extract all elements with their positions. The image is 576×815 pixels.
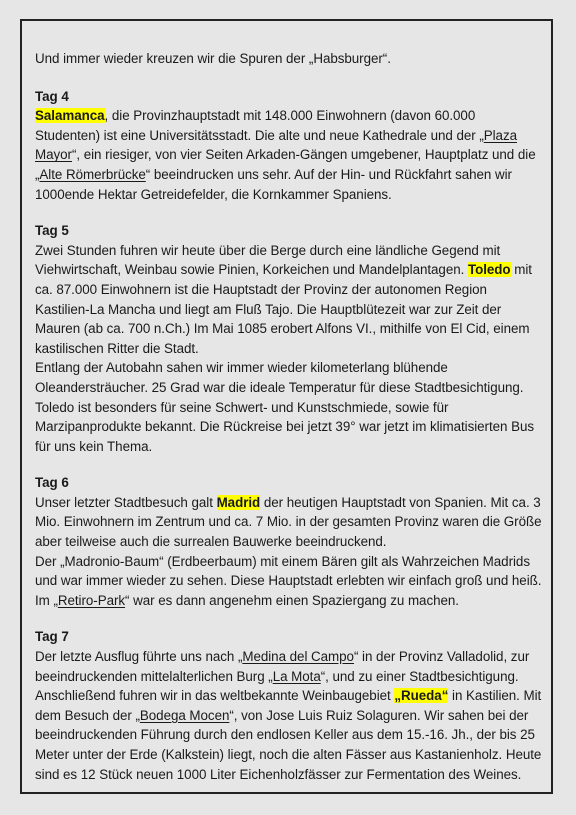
day-7-text-4: in Kastilien. Mit dem Besuch der „	[35, 688, 542, 723]
highlight-salamanca: Salamanca	[35, 108, 105, 124]
day-5-text-2: mit ca. 87.000 Einwohnern ist die Hauptstadt der Provinz der autonomen Region Kastilien-La Mancha und liegt am Fluß Tajo. Die Hauptblütezeit war zur Zeit der Mauren (ab ca. 700 n.Ch.) Im Mai 1085 erobert Alfons VI., mithilfe von El Cid, einem kastilischen Ritter die Stadt.	[35, 262, 532, 356]
day-4-text-2: “, ein riesiger, von vier Seiten Arkaden-Gängen umgebener, Hauptplatz und die „	[35, 147, 536, 182]
day-6-section	[35, 473, 543, 610]
day-6-text-2: der heutigen Hauptstadt von Spanien. Mit ca. 3 Mio. Einwohnern im Zentrum und ca. 7 Mio. in der gesamten Provinz waren die Größe aber teilweise auch die surrealen Bauwerke beeindruckend.	[35, 494, 542, 550]
link-plaza-mayor[interactable]: Plaza Mayor	[35, 127, 517, 163]
day-6-text-1: Unser letzter Stadtbesuch galt	[35, 494, 217, 510]
link-retiro-park[interactable]: Retiro-Park	[57, 592, 126, 608]
day-7-title: Tag 7	[35, 629, 69, 645]
day-4-title: Tag 4	[35, 88, 69, 104]
day-6-paragraph-3	[35, 591, 543, 611]
day-7-text-2: “ in der Provinz Valladolid, zur beeindruckenden mittelalterlichen Burg „	[35, 649, 530, 684]
document-body	[35, 49, 543, 801]
highlight-rueda: „Rueda“	[394, 688, 449, 704]
day-6-text-3a: Im „	[35, 592, 58, 608]
day-5-section	[35, 221, 543, 456]
highlight-toledo: Toledo	[467, 262, 511, 278]
day-4-text-3: “ beeindrucken uns sehr. Auf der Hin- und Rückfahrt sahen wir 1000ende Hektar Getreidefelder, die Kornkammer Spaniens.	[35, 166, 512, 202]
highlight-madrid: Madrid	[216, 494, 261, 510]
link-alte-roemerbruecke[interactable]: Alte Römerbrücke	[39, 166, 146, 182]
page-frame	[20, 19, 553, 794]
day-4-paragraph	[35, 106, 543, 204]
day-7-text-5: “, von Jose Luis Ruiz Solaguren. Wir sahen bei der beeindruckenden Führung durch den endlosen Keller aus dem 15.-16. Jh., der bis 25 Meter unter der Erde (Kalkstein) liegt, noch die alten Fässer aus Kastanienholz. Heute sind es 12 Stück neuen 1000 Liter Eichenholzfässer zur Fermentation des Weines.	[35, 707, 542, 782]
day-7-section	[35, 627, 543, 784]
day-7-text-3: “, und zu einer Stadtbesichtigung. Anschließend fuhren wir in das weltbekannte Weinbaugebiet	[35, 668, 519, 704]
day-6-paragraph-1	[35, 493, 543, 552]
day-6-paragraph-2: Der „Madronio-Baum“ (Erdbeerbaum) mit einem Bären gilt als Wahrzeichen Madrids und war immer wieder zu sehen. Diese Hauptstadt erlebten wir einfach groß und heiß.	[35, 553, 542, 589]
day-4-section	[35, 87, 543, 205]
intro-text: Und immer wieder kreuzen wir die Spuren der „Habsburger“.	[35, 51, 391, 66]
day-5-text-1: Zwei Stunden fuhren wir heute über die Berge durch eine ländliche Gegend mit Viehwirtschaft, Weinbau sowie Pinien, Korkeichen und Mandelplantagen.	[35, 242, 501, 278]
day-5-paragraph-2: Entlang der Autobahn sahen wir immer wieder kilometerlang blühende Oleandersträucher. 25 Grad war die ideale Temperatur für diese Stadtbesichtigung. Toledo ist besonders für seine Schwert- und Kunstschmiede, sowie für Marzipanprodukte bekannt. Die Rückreise bei jetzt 39° war jetzt im klimatisierten Bus für uns kein Thema.	[35, 360, 535, 454]
day-6-title: Tag 6	[35, 475, 69, 491]
day-7-paragraph	[35, 647, 543, 784]
day-4-text-1: , die Provinzhauptstadt mit 148.000 Einwohnern (davon 60.000 Studenten) ist eine Universitätsstadt. Die alte und neue Kathedrale und der „	[35, 108, 484, 143]
link-bodega-mocen[interactable]: Bodega Mocen	[139, 707, 230, 723]
day-6-text-3b: “ war es dann angenehm einen Spaziergang zu machen.	[125, 592, 459, 608]
link-la-mota[interactable]: La Mota	[272, 668, 321, 684]
day-7-text-1: Der letzte Ausflug führte uns nach „	[35, 649, 243, 665]
day-5-title: Tag 5	[35, 223, 69, 239]
day-5-paragraph-1	[35, 241, 543, 359]
link-medina-del-campo[interactable]: Medina del Campo	[242, 649, 354, 665]
